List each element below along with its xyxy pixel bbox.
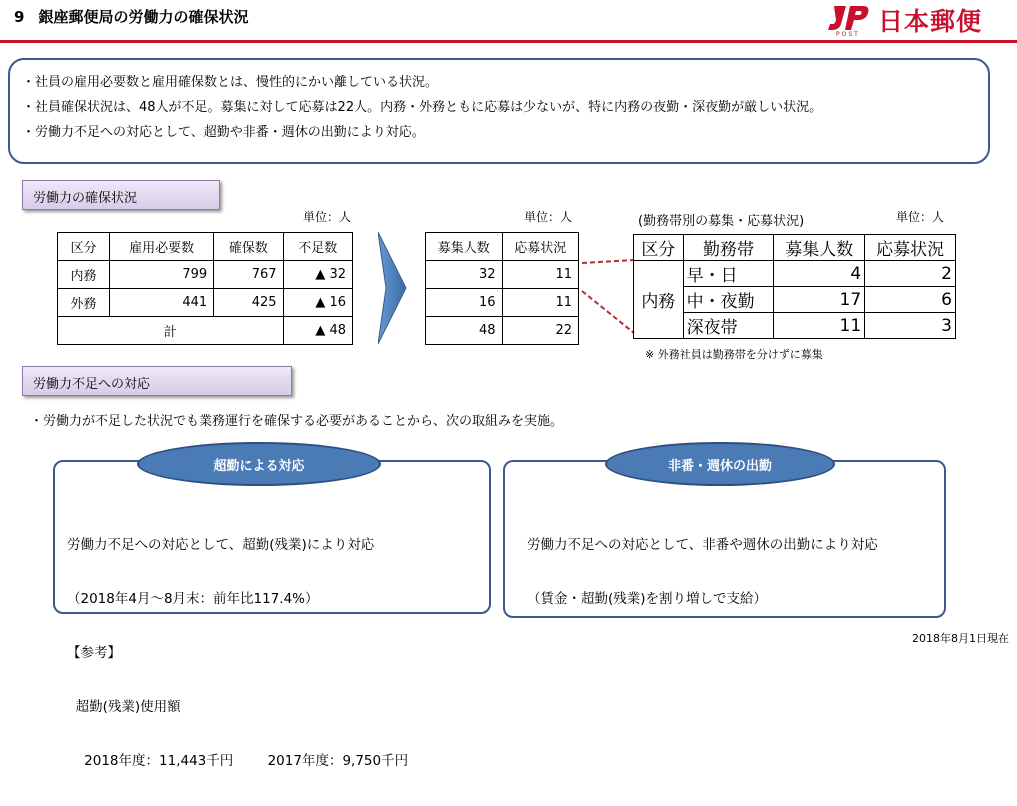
table-cell: 11: [502, 289, 579, 317]
staffing-table: [57, 232, 353, 345]
holiday-work-box-title: 非番・週休の出勤: [605, 442, 835, 486]
page-title-text: 銀座郵便局の労働力の確保状況: [38, 8, 249, 26]
box-line: 超勤(残業)使用額: [67, 699, 181, 715]
table-cell: ▲ 16: [283, 289, 352, 317]
table-cell: 4: [774, 261, 865, 287]
table-header-row: [58, 233, 353, 261]
table-cell: 799: [110, 261, 214, 289]
table-row: [58, 261, 353, 289]
table-header-cell: 募集人数: [774, 235, 865, 261]
box-line: 【参考】: [67, 645, 121, 661]
table-header-row: [634, 235, 956, 261]
connector-lines: [580, 255, 636, 335]
shift-recruitment-table: [633, 234, 956, 339]
summary-box: [8, 58, 990, 164]
table-cell: 767: [214, 261, 283, 289]
table-cell: 22: [502, 317, 579, 345]
table-cell: 内務: [58, 261, 110, 289]
table-cell: 深夜帯: [683, 313, 774, 339]
table-header-cell: 区分: [634, 235, 684, 261]
box-line: （賃金・超勤(残業)を割り増しで支給）: [527, 591, 768, 607]
connector-line: [582, 291, 634, 333]
table-row: [634, 261, 956, 287]
table-row: [426, 261, 579, 289]
table-cell: 425: [214, 289, 283, 317]
table-total-value: ▲ 48: [283, 317, 352, 345]
overtime-box-text: [67, 500, 408, 806]
overtime-box-title: 超勤による対応: [137, 442, 381, 486]
section-label-securing: 労働力の確保状況: [22, 180, 220, 210]
table-cell: 48: [426, 317, 503, 345]
table3-unit: 単位：人: [896, 210, 945, 224]
table-row: [58, 289, 353, 317]
table1-unit: 単位：人: [303, 210, 352, 224]
box-line: 労働力不足への対応として、超勤(残業)により対応: [67, 537, 375, 553]
page-title: [14, 6, 248, 27]
table3-note: ※ 外務社員は勤務帯を分けずに募集: [645, 348, 823, 361]
table-cell: 11: [502, 261, 579, 289]
table-row: [426, 289, 579, 317]
table-header-cell: 区分: [58, 233, 110, 261]
table-cell: ▲ 32: [283, 261, 352, 289]
table-header-row: [426, 233, 579, 261]
right-arrow-icon: [378, 232, 408, 344]
table-header-cell: 応募状況: [865, 235, 956, 261]
table-cell: 早・日: [683, 261, 774, 287]
table-cell: 6: [865, 287, 956, 313]
box-line: 2018年度：11,443千円 2017年度：9,750千円: [67, 753, 409, 769]
table-header-cell: 雇用必要数: [110, 233, 214, 261]
table-cell: 外務: [58, 289, 110, 317]
table-header-cell: 募集人数: [426, 233, 503, 261]
jp-post-logo-icon: [826, 3, 872, 37]
table-group-cell: 内務: [634, 261, 684, 339]
summary-line: ・労働力不足への対応として、超勤や非番・週休の出勤により対応。: [22, 125, 425, 140]
table2-unit: 単位：人: [524, 210, 573, 224]
logo-sub-text: POST: [836, 31, 860, 37]
box-line: 労働力不足への対応として、非番や週休の出勤により対応: [527, 537, 878, 553]
table-cell: 16: [426, 289, 503, 317]
page-number: 9: [14, 8, 25, 26]
table3-caption: (勤務帯別の募集・応募状況): [638, 214, 805, 229]
japan-post-logo: [826, 2, 982, 38]
summary-line: ・社員の雇用必要数と雇用確保数とは、慢性的にかい離している状況。: [22, 75, 439, 90]
table-header-cell: 勤務帯: [683, 235, 774, 261]
summary-line: ・社員確保状況は、48人が不足。募集に対して応募は22人。内務・外務ともに応募は少ないが、特に内務の夜勤・深夜勤が厳しい状況。: [22, 100, 823, 115]
table-cell: 3: [865, 313, 956, 339]
table-row: [426, 317, 579, 345]
table-cell: 11: [774, 313, 865, 339]
table-total-row: [58, 317, 353, 345]
table-cell: 17: [774, 287, 865, 313]
table-cell: 32: [426, 261, 503, 289]
as-of-date: 2018年8月1日現在: [912, 632, 1009, 645]
connector-line: [582, 260, 634, 263]
table-header-cell: 不足数: [283, 233, 352, 261]
box-line: （2018年4月～8月末：前年比117.4%）: [67, 591, 319, 607]
header-divider: [0, 40, 1017, 43]
table-header-cell: 応募状況: [502, 233, 579, 261]
response-intro: ・労働力が不足した状況でも業務運行を確保する必要があることから、次の取組みを実施。: [30, 414, 564, 429]
table-cell: 2: [865, 261, 956, 287]
holiday-work-box-text: [527, 500, 878, 644]
table-cell: 441: [110, 289, 214, 317]
table-cell: 中・夜勤: [683, 287, 774, 313]
logo-text: 日本郵便: [878, 7, 983, 36]
section-label-response: 労働力不足への対応: [22, 366, 292, 396]
recruitment-table: [425, 232, 579, 345]
table-total-label: 計: [58, 317, 284, 345]
table-header-cell: 確保数: [214, 233, 283, 261]
